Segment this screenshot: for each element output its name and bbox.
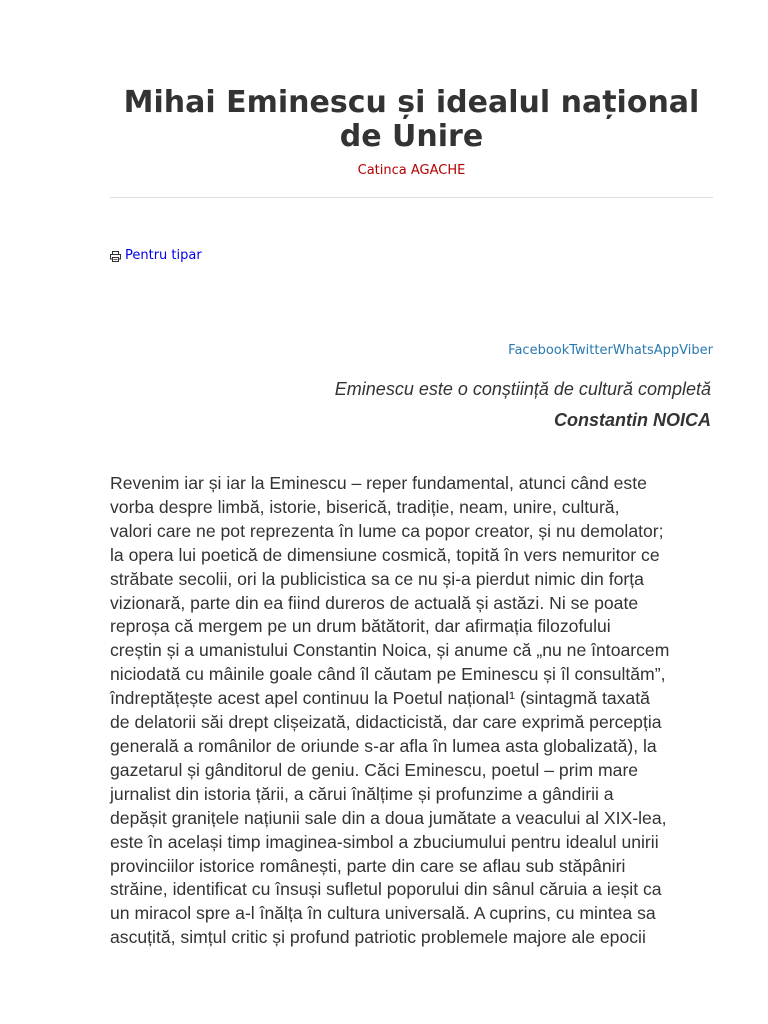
print-label: Pentru tipar xyxy=(125,248,202,263)
print-link[interactable] xyxy=(110,248,202,264)
article-title: Mihai Eminescu și idealul național de Unire xyxy=(123,85,700,154)
printer-icon xyxy=(110,251,121,262)
body-line: străbate secolii, ori la publicistica sa ce nu și-a pierdut nimic din forța xyxy=(110,568,644,589)
share-viber-link[interactable]: Viber xyxy=(679,343,713,358)
title-divider xyxy=(110,197,713,198)
body-line: gazetarul și gânditorul de geniu. Căci Eminescu, poetul – prim mare xyxy=(110,759,639,780)
body-line: niciodată cu mâinile goale când îl căutam pe Eminescu și îl consultăm”, xyxy=(110,664,666,685)
body-line: jurnalist din istoria țării, a cărui înălțime și profunzime a gândirii a xyxy=(110,783,614,804)
body-line: vorba despre limbă, istorie, biserică, tradiție, neam, unire, cultură, xyxy=(110,496,620,517)
article-body xyxy=(110,472,713,950)
body-line: este în același timp imaginea-simbol a zbuciumului pentru idealul unirii xyxy=(110,831,659,852)
body-line: creștin și a umanistului Constantin Noica, și anume că „nu ne întoarcem xyxy=(110,640,670,661)
motto-author: Constantin NOICA xyxy=(554,410,711,430)
body-line: la opera lui poetică de dimensiune cosmică, topită în vers nemuritor ce xyxy=(110,544,660,565)
body-line: generală a românilor de oriunde s-ar afla în lumea asta globalizată), la xyxy=(110,735,657,756)
share-facebook-link[interactable]: Facebook xyxy=(508,343,570,358)
body-line: un miracol spre a-l înălța în cultura universală. A cuprins, cu mintea sa xyxy=(110,903,656,924)
body-line: îndreptățește acest apel continuu la Poetul național¹ (sintagmă taxată xyxy=(110,688,650,709)
motto-quote: Eminescu este o conștiință de cultură completă xyxy=(334,379,711,399)
body-line: Revenim iar și iar la Eminescu – reper fundamental, atunci când este xyxy=(110,473,647,493)
article-author: Catinca AGACHE xyxy=(357,163,466,178)
body-line: depășit granițele națiunii sale din a doua jumătate a veacului al XIX-lea, xyxy=(110,807,667,828)
body-line: de delatorii săi drept clișeizată, didacticistă, dar care exprimă percepția xyxy=(110,712,662,733)
body-line: provinciilor istorice românești, parte din care se aflau sub stăpâniri xyxy=(110,855,626,876)
share-whatsapp-link[interactable]: WhatsApp xyxy=(612,343,680,358)
share-links xyxy=(508,343,713,359)
share-twitter-link[interactable]: Twitter xyxy=(569,343,613,358)
body-line: străine, identificat cu însuși sufletul poporului din sânul căruia a ieșit ca xyxy=(110,879,662,900)
body-line: reproșa că mergem pe un drum bătătorit, dar afirmația filozofului xyxy=(110,616,611,637)
body-line: vizionară, parte din ea fiind dureros de actuală și astăzi. Ni se poate xyxy=(110,592,639,613)
body-line: valori care ne pot reprezenta în lume ca popor creator, și nu demolator; xyxy=(110,520,664,541)
body-line: ascuțită, simțul critic și profund patriotic problemele majore ale epocii xyxy=(110,927,646,948)
